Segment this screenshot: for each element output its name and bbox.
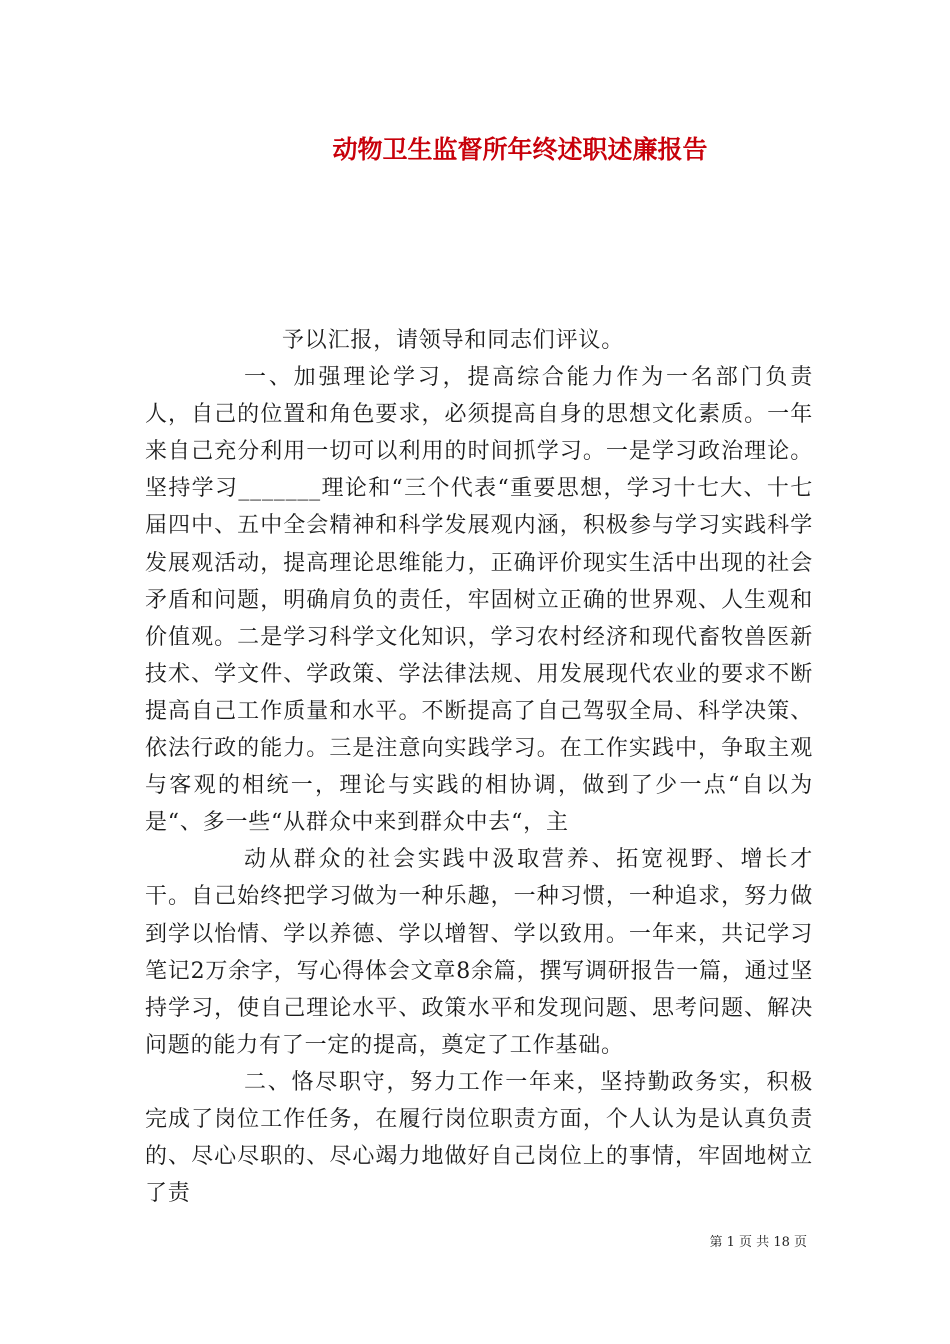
page-number-footer: 第 1 页 共 18 页 [709,1235,807,1250]
document-title: 动物卫生监督所年终述职述廉报告 [332,135,708,164]
paragraph-section-two: 二、恪尽职守，努力工作一年来，坚持勤政务实，积极完成了岗位工作任务，在履行岗位职责方面，个人认为是认真负责的、尽心尽职的、尽心竭力地做好自己岗位上的事情，牢固地树立了责 [145,1069,813,1207]
paragraph-intro: 予以汇报，请领导和同志们评议。 [282,328,625,353]
paragraph-section-one: 一、加强理论学习，提高综合能力作为一名部门负责人，自己的位置和角色要求，必须提高自身的思想文化素质。一年来自己充分利用一切可以利用的时间抓学习。一是学习政治理论。坚持学习_______理论和“三个代表“重要思想，学习十七大、十七届四中、五中全会精神和科学发展观内涵，积极参与学习实践科学发展观活动，提高理论思维能力，正确评价现实生活中出现的社会矛盾和问题，明确肩负的责任，牢固树立正确的世界观、人生观和价值观。二是学习科学文化知识，学习农村经济和现代畜牧兽医新技术、学文件、学政策、学法律法规、用发展现代农业的要求不断提高自己工作质量和水平。不断提高了自己驾驭全局、科学决策、依法行政的能力。三是注意向实践学习。在工作实践中，争取主观与客观的相统一，理论与实践的相协调，做到了少一点“自以为是“、多一些“从群众中来到群众中去“，主 [145,365,813,836]
document-body [145,322,813,1212]
paragraph-section-one-continued: 动从群众的社会实践中汲取营养、拓宽视野、增长才干。自己始终把学习做为一种乐趣，一种习惯，一种追求，努力做到学以怡情、学以养德、学以增智、学以致用。一年来，共记学习笔记2万余字，写心得体会文章8余篇，撰写调研报告一篇，通过坚持学习，使自己理论水平、政策水平和发现问题、思考问题、解决问题的能力有了一定的提高，奠定了工作基础。 [145,847,813,1058]
